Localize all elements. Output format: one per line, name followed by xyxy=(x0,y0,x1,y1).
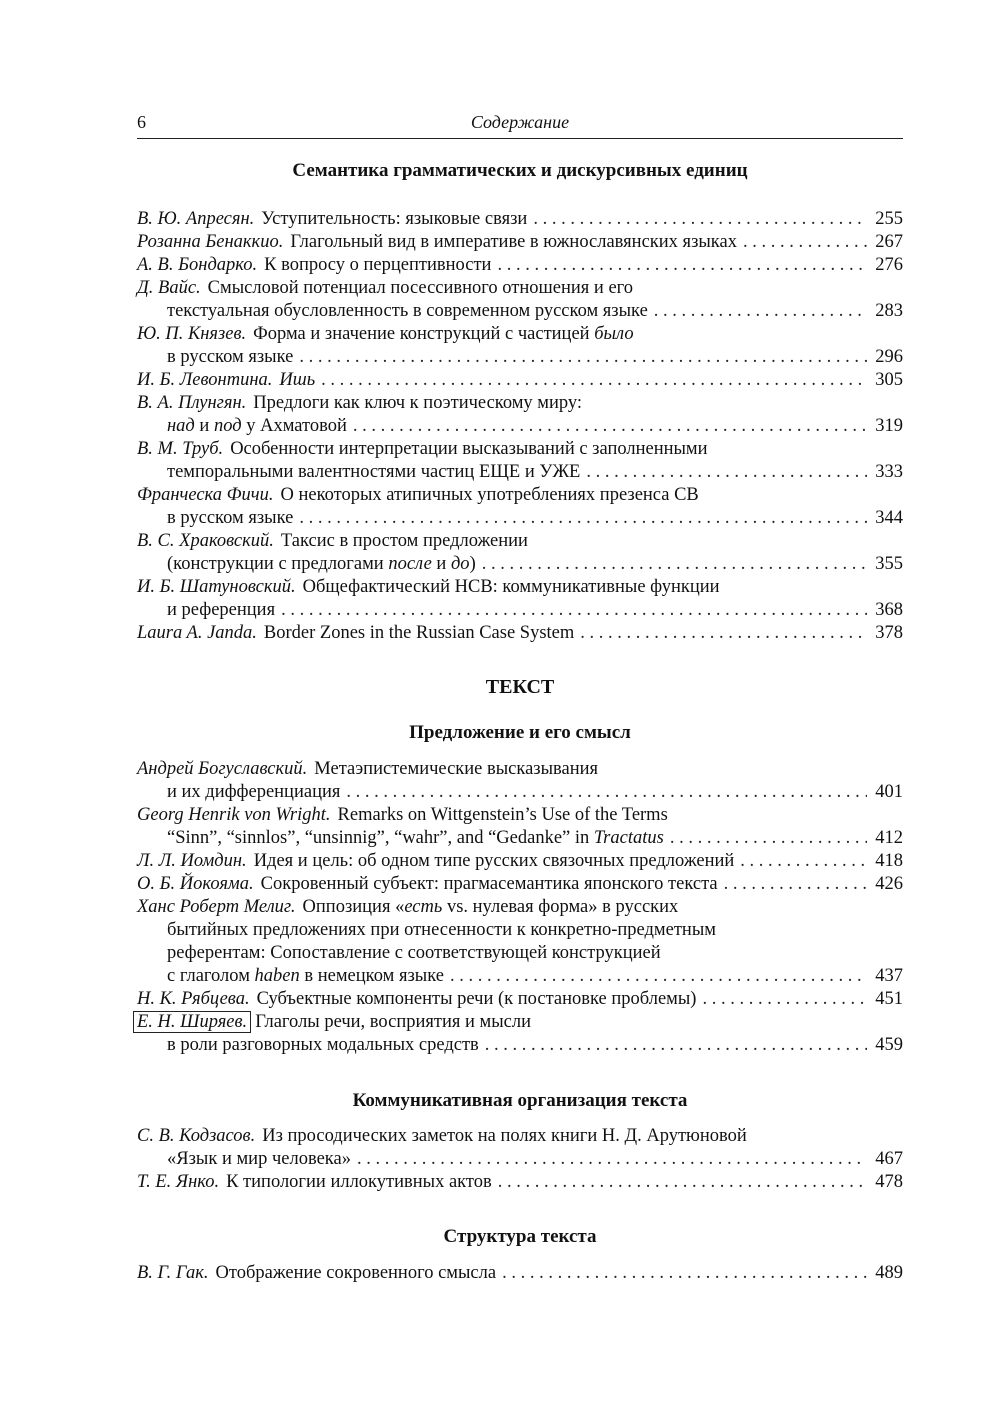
leader-dots xyxy=(580,622,867,645)
entry-title-cont: текстуальная обусловленность в современном русском языке xyxy=(167,301,648,321)
entry-author: Андрей Богуславский. xyxy=(137,759,308,779)
entry-author: Т. Е. Янко. xyxy=(137,1172,220,1192)
entry-title-cont: и их дифференциация xyxy=(167,782,341,802)
leader-dots xyxy=(740,850,867,873)
entry-author: Н. К. Рябцева. xyxy=(137,989,250,1009)
entry-title: Особенности интерпретации высказываний с заполненными xyxy=(230,439,708,459)
entry-author: Розанна Бенаккио. xyxy=(137,232,284,252)
entry-title: О некоторых атипичных употреблениях презенса СВ xyxy=(280,485,699,505)
leader-dots xyxy=(497,254,867,277)
entry-title-italic: haben xyxy=(254,966,300,986)
toc-entry[interactable] xyxy=(137,896,903,988)
entry-title-cont: в русском языке xyxy=(167,347,294,367)
toc-entry[interactable] xyxy=(137,758,903,804)
entry-title-italic: Tractatus xyxy=(593,828,664,848)
toc-entry[interactable] xyxy=(137,1171,903,1194)
section-2-entries xyxy=(137,758,903,1057)
toc-entry[interactable] xyxy=(137,392,903,438)
entry-title-rest: vs. нулевая форма» в русских xyxy=(442,897,679,917)
entry-page: 478 xyxy=(875,1172,903,1192)
entry-author: Ю. П. Князев. xyxy=(137,324,247,344)
toc-entry[interactable] xyxy=(137,988,903,1011)
section-3-entries xyxy=(137,1125,903,1194)
entry-page: 451 xyxy=(875,989,903,1009)
entry-title: Таксис в простом предложении xyxy=(280,531,528,551)
entry-title: Уступительность: языковые связи xyxy=(261,209,528,229)
toc-entry[interactable] xyxy=(137,804,903,850)
entry-page: 459 xyxy=(875,1035,903,1055)
entry-page: 319 xyxy=(875,416,903,436)
entry-title-cont: в русском языке xyxy=(167,508,294,528)
section-heading-2: Предложение и его смысл xyxy=(409,722,631,743)
toc-entry[interactable] xyxy=(137,576,903,622)
entry-author: Л. Л. Иомдин. xyxy=(137,851,247,871)
entry-title-italic: после xyxy=(388,554,432,574)
toc-entry[interactable] xyxy=(137,438,903,484)
entry-title-cont: с глаголом xyxy=(167,966,250,986)
entry-author: В. Г. Гак. xyxy=(137,1263,209,1283)
toc-entry[interactable] xyxy=(137,231,903,254)
leader-dots xyxy=(485,1034,867,1057)
entry-title: Смысловой потенциал посессивного отношения и его xyxy=(207,278,634,298)
toc-entry[interactable] xyxy=(137,208,903,231)
entry-author: Д. Вайс. xyxy=(137,278,201,298)
entry-title: Из просодических заметок на полях книги Н. Д. Арутюновой xyxy=(262,1126,747,1146)
entry-title-italic: под xyxy=(213,416,242,436)
entry-author: Франческа Фичи. xyxy=(137,485,274,505)
entry-page: 489 xyxy=(875,1263,903,1283)
entry-title-rest: в немецком языке xyxy=(299,966,444,986)
toc-entry[interactable] xyxy=(137,1125,903,1171)
entry-title: К типологии иллокутивных актов xyxy=(226,1172,492,1192)
leader-dots xyxy=(724,873,867,896)
toc-entry[interactable] xyxy=(137,369,903,392)
entry-title: Идея и цель: об одном типе русских связочных предложений xyxy=(253,851,735,871)
entry-page: 426 xyxy=(875,874,903,894)
entry-author: Ханс Роберт Мелиг. xyxy=(137,897,296,917)
entry-title: Оппозиция « xyxy=(302,897,405,917)
entry-title-cont: в роли разговорных модальных средств xyxy=(167,1035,479,1055)
entry-title: К вопросу о перцептивности xyxy=(264,255,492,275)
entry-author: И. Б. Шатуновский. xyxy=(137,577,296,597)
entry-author: Laura A. Janda. xyxy=(137,623,257,643)
leader-dots xyxy=(357,1148,867,1171)
entry-page: 276 xyxy=(875,255,903,275)
toc-entry[interactable] xyxy=(137,873,903,896)
leader-dots xyxy=(299,346,867,369)
entry-title: Общефактический НСВ: коммуникативные функции xyxy=(302,577,720,597)
leader-dots xyxy=(321,369,867,392)
section-heading-1: Семантика грамматических и дискурсивных единиц xyxy=(292,160,748,181)
entry-title-italic: было xyxy=(594,324,634,344)
entry-page: 467 xyxy=(875,1149,903,1169)
toc-entry[interactable] xyxy=(137,1011,903,1057)
leader-dots xyxy=(450,965,867,988)
entry-title-italic: Ишь xyxy=(279,370,316,390)
section-1-entries xyxy=(137,208,903,645)
entry-title-cont: “Sinn”, “sinnlos”, “unsinnig”, “wahr”, and “Gedanke” in xyxy=(167,828,590,848)
entry-page: 437 xyxy=(875,966,903,986)
entry-author: В. Ю. Апресян. xyxy=(137,209,255,229)
entry-author: А. В. Бондарко. xyxy=(137,255,258,275)
section-heading-4: Структура текста xyxy=(443,1226,597,1247)
entry-title: Remarks on Wittgenstein’s Use of the Terms xyxy=(337,805,668,825)
leader-dots xyxy=(586,461,867,484)
toc-entry[interactable] xyxy=(137,484,903,530)
part-heading-text: ТЕКСТ xyxy=(485,676,555,698)
toc-entry[interactable] xyxy=(137,530,903,576)
entry-title-word: ) xyxy=(469,554,476,574)
toc-entry[interactable] xyxy=(137,277,903,323)
entry-title-cont: референтам: Сопоставление с соответствующей конструкцией xyxy=(167,943,661,963)
section-heading-3: Коммуникативная организация текста xyxy=(352,1090,688,1111)
entry-title-cont: «Язык и мир человека» xyxy=(167,1149,351,1169)
entry-title: Субъектные компоненты речи (к постановке проблемы) xyxy=(256,989,697,1009)
leader-dots xyxy=(498,1171,867,1194)
toc-entry[interactable] xyxy=(137,622,903,645)
entry-page: 333 xyxy=(875,462,903,482)
leader-dots xyxy=(502,1262,867,1285)
entry-title-word: и xyxy=(436,554,447,574)
entry-page: 378 xyxy=(875,623,903,643)
leader-dots xyxy=(482,553,867,576)
entry-title: Border Zones in the Russian Case System xyxy=(263,623,575,643)
entry-author: И. Б. Левонтина. xyxy=(137,370,273,390)
entry-title: Метаэпистемические высказывания xyxy=(314,759,599,779)
entry-title-italic: до xyxy=(450,554,470,574)
running-title: Содержание xyxy=(470,112,570,132)
entry-page: 305 xyxy=(875,370,903,390)
toc-entry[interactable] xyxy=(137,254,903,277)
entry-title: Сокровенный субъект: прагмасемантика японского текста xyxy=(260,874,718,894)
entry-author: С. В. Кодзасов. xyxy=(137,1126,256,1146)
entry-title-cont: у Ахматовой xyxy=(246,416,347,436)
leader-dots xyxy=(281,599,867,622)
entry-author-highlighted[interactable]: Е. Н. Ширяев. xyxy=(133,1011,251,1033)
toc-entry[interactable] xyxy=(137,323,903,369)
leader-dots xyxy=(346,781,867,804)
entry-title-italic: над xyxy=(167,416,195,436)
entry-author: В. М. Труб. xyxy=(137,439,224,459)
entry-author: О. Б. Йокояма. xyxy=(137,874,254,894)
entry-author: В. С. Храковский. xyxy=(137,531,274,551)
entry-page: 255 xyxy=(875,209,903,229)
entry-page: 344 xyxy=(875,508,903,528)
entry-title-cont: бытийных предложениях при отнесенности к конкретно-предметным xyxy=(167,920,716,940)
entry-page: 283 xyxy=(875,301,903,321)
entry-page: 418 xyxy=(875,851,903,871)
section-4-entries xyxy=(137,1262,903,1285)
leader-dots xyxy=(533,208,867,231)
entry-title-italic: есть xyxy=(404,897,443,917)
entry-page: 401 xyxy=(875,782,903,802)
leader-dots xyxy=(702,988,867,1011)
entry-page: 355 xyxy=(875,554,903,574)
toc-entry[interactable] xyxy=(137,850,903,873)
entry-page: 368 xyxy=(875,600,903,620)
leader-dots xyxy=(743,231,867,254)
page-number: 6 xyxy=(137,112,146,132)
leader-dots xyxy=(353,415,867,438)
running-header xyxy=(137,110,903,139)
entry-title: Глаголы речи, восприятия и мысли xyxy=(255,1012,532,1032)
entry-page: 296 xyxy=(875,347,903,367)
leader-dots xyxy=(654,300,867,323)
entry-title: Форма и значение конструкций с частицей xyxy=(253,324,590,344)
entry-title-cont: темпоральными валентностями частиц ЕЩЕ и УЖЕ xyxy=(167,462,581,482)
entry-page: 267 xyxy=(875,232,903,252)
leader-dots xyxy=(299,507,867,530)
entry-author: Georg Henrik von Wright. xyxy=(137,805,331,825)
entry-title: Глагольный вид в императиве в южнославянских языках xyxy=(290,232,737,252)
entry-title: Отображение сокровенного смысла xyxy=(215,1263,497,1283)
entry-author: В. А. Плунгян. xyxy=(137,393,247,413)
entry-title: Предлоги как ключ к поэтическому миру: xyxy=(253,393,583,413)
toc-entry[interactable] xyxy=(137,1262,903,1285)
entry-title-cont: (конструкции с предлогами xyxy=(167,554,384,574)
leader-dots xyxy=(670,827,867,850)
entry-title-word: и xyxy=(199,416,210,436)
entry-page: 412 xyxy=(875,828,903,848)
entry-title-cont: и референция xyxy=(167,600,276,620)
